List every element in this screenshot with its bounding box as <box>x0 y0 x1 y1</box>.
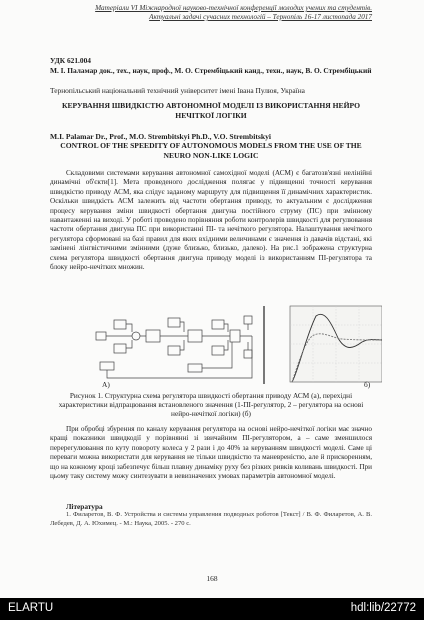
header-line-2: Актуальні задачі сучасних технологій – Тернопіль 16-17 листопада 2017 <box>149 13 372 21</box>
literature-heading: Література <box>66 502 103 511</box>
footer-repository: ELARTU <box>8 602 54 614</box>
reference-1: 1. Филаретов, В. Ф. Устройства и системы управления подводных роботов [Текст] / В. Ф. Филаретов, А. В. Лебедев, Д. А. Юхимец. - М.: Наука, 2005. - 270 с. <box>50 511 372 527</box>
footer-handle: hdl:lib/22772 <box>350 602 416 614</box>
affiliation: Тернопільський національний технічний університет імені Івана Пулюя, Україна <box>50 86 305 95</box>
figure-1 <box>92 302 382 390</box>
running-header <box>52 4 372 22</box>
paragraph-2: При обробці збурення по каналу керування регулятора на основі нейро-нечіткої логіки має значно кращі показники швидкодії у порівнянні зі звичайним ПІ-регулятором, а – саме зменшилося перерегулювання по куту повороту колеса у 2 рази і до 40% за керуванням швидкості моделі. Саме ці переваги можна використати для керування не тільки швидкістю та маневреністю, але й прискоренням, що на кожному кроці забезпечує більш плавну динаміку руху без різких ривків коливань швидкості. При цьому таку систему можу синтезувати в невизначених умовах параметрів автономної моделі. <box>50 425 372 481</box>
figure-label-b: б) <box>364 380 371 389</box>
page-number: 168 <box>206 574 218 583</box>
block-diagram <box>96 316 252 378</box>
figure-label-a: А) <box>102 380 110 389</box>
title-en: CONTROL OF THE SPEEDITY OF AUTONOMOUS MODELS FROM THE USE OF THE NEURO NON-LIKE LOGIC <box>60 141 362 160</box>
authors-ua: М. І. Паламар док., тех., наук, проф., М. О. Стрембіцький канд., техн., наук, В. О. Стрембіцький <box>50 66 372 75</box>
authors-en: M.I. Palamar Dr., Prof., M.O. Strembitskyi Ph.D., V.O. Strembitskyi <box>50 132 271 141</box>
title-ua: КЕРУВАННЯ ШВИДКІСТЮ АВТОНОМНОЇ МОДЕЛІ ІЗ ВИКОРИСТАННЯ НЕЙРО НЕЧІТКОЇ ЛОГІКИ <box>61 101 361 120</box>
figure-caption: Рисунок 1. Структурна схема регулятора швидкості обертання приводу АСМ (а), перехідні характеристики відпрацювання встановленого значення (1-ПІ-регулятор, 2 – регулятора на основі нейро-нечіткої логіки) (б) <box>58 391 364 419</box>
step-response-plot <box>290 306 382 382</box>
footer-bar <box>0 598 424 620</box>
udk-code: УДК 621.004 <box>50 56 91 65</box>
header-line-1: Матеріали VI Міжнародної науково-технічної конференції молодих учених та студентів. <box>95 4 372 12</box>
paragraph-1: Складовими системами керування автономної самохідної моделі (АСМ) є багатозв'язні нелінійні динамічні об'єкти[1]. Мета проведеного дослідження полягає у підвищенні точності керування швидкістю приводу АСМ, яка слідує заданому маршруту для підвищення її динамічних характеристик. Оскільки швидкість АСМ залежить від частоти обертання приводу, то актуальним є дослідження процесу керування зміни швидкості обертання двигуна постійного струму (ПС) при змінному навантаженні на виході. У роботі проведено порівняння роботи контролерів швидкості для регулювання частоти обертання двигуна ПС при використанні ПІ- та нечіткого регулятора. Налаштування нечіткого регулятора сформовані на базі правил для яких вхідними величинами є значення із давачів відстані, які замінені лінгвістичними змінними (дуже близько, близько, далеко). На рис.1 зображена структурна схема регулятора швидкості обертання двигуна приводу моделі із використанням ПІ-регулятора та блоку нейро-нечітких множин. <box>50 169 372 272</box>
figure-1-drawing <box>92 302 382 390</box>
